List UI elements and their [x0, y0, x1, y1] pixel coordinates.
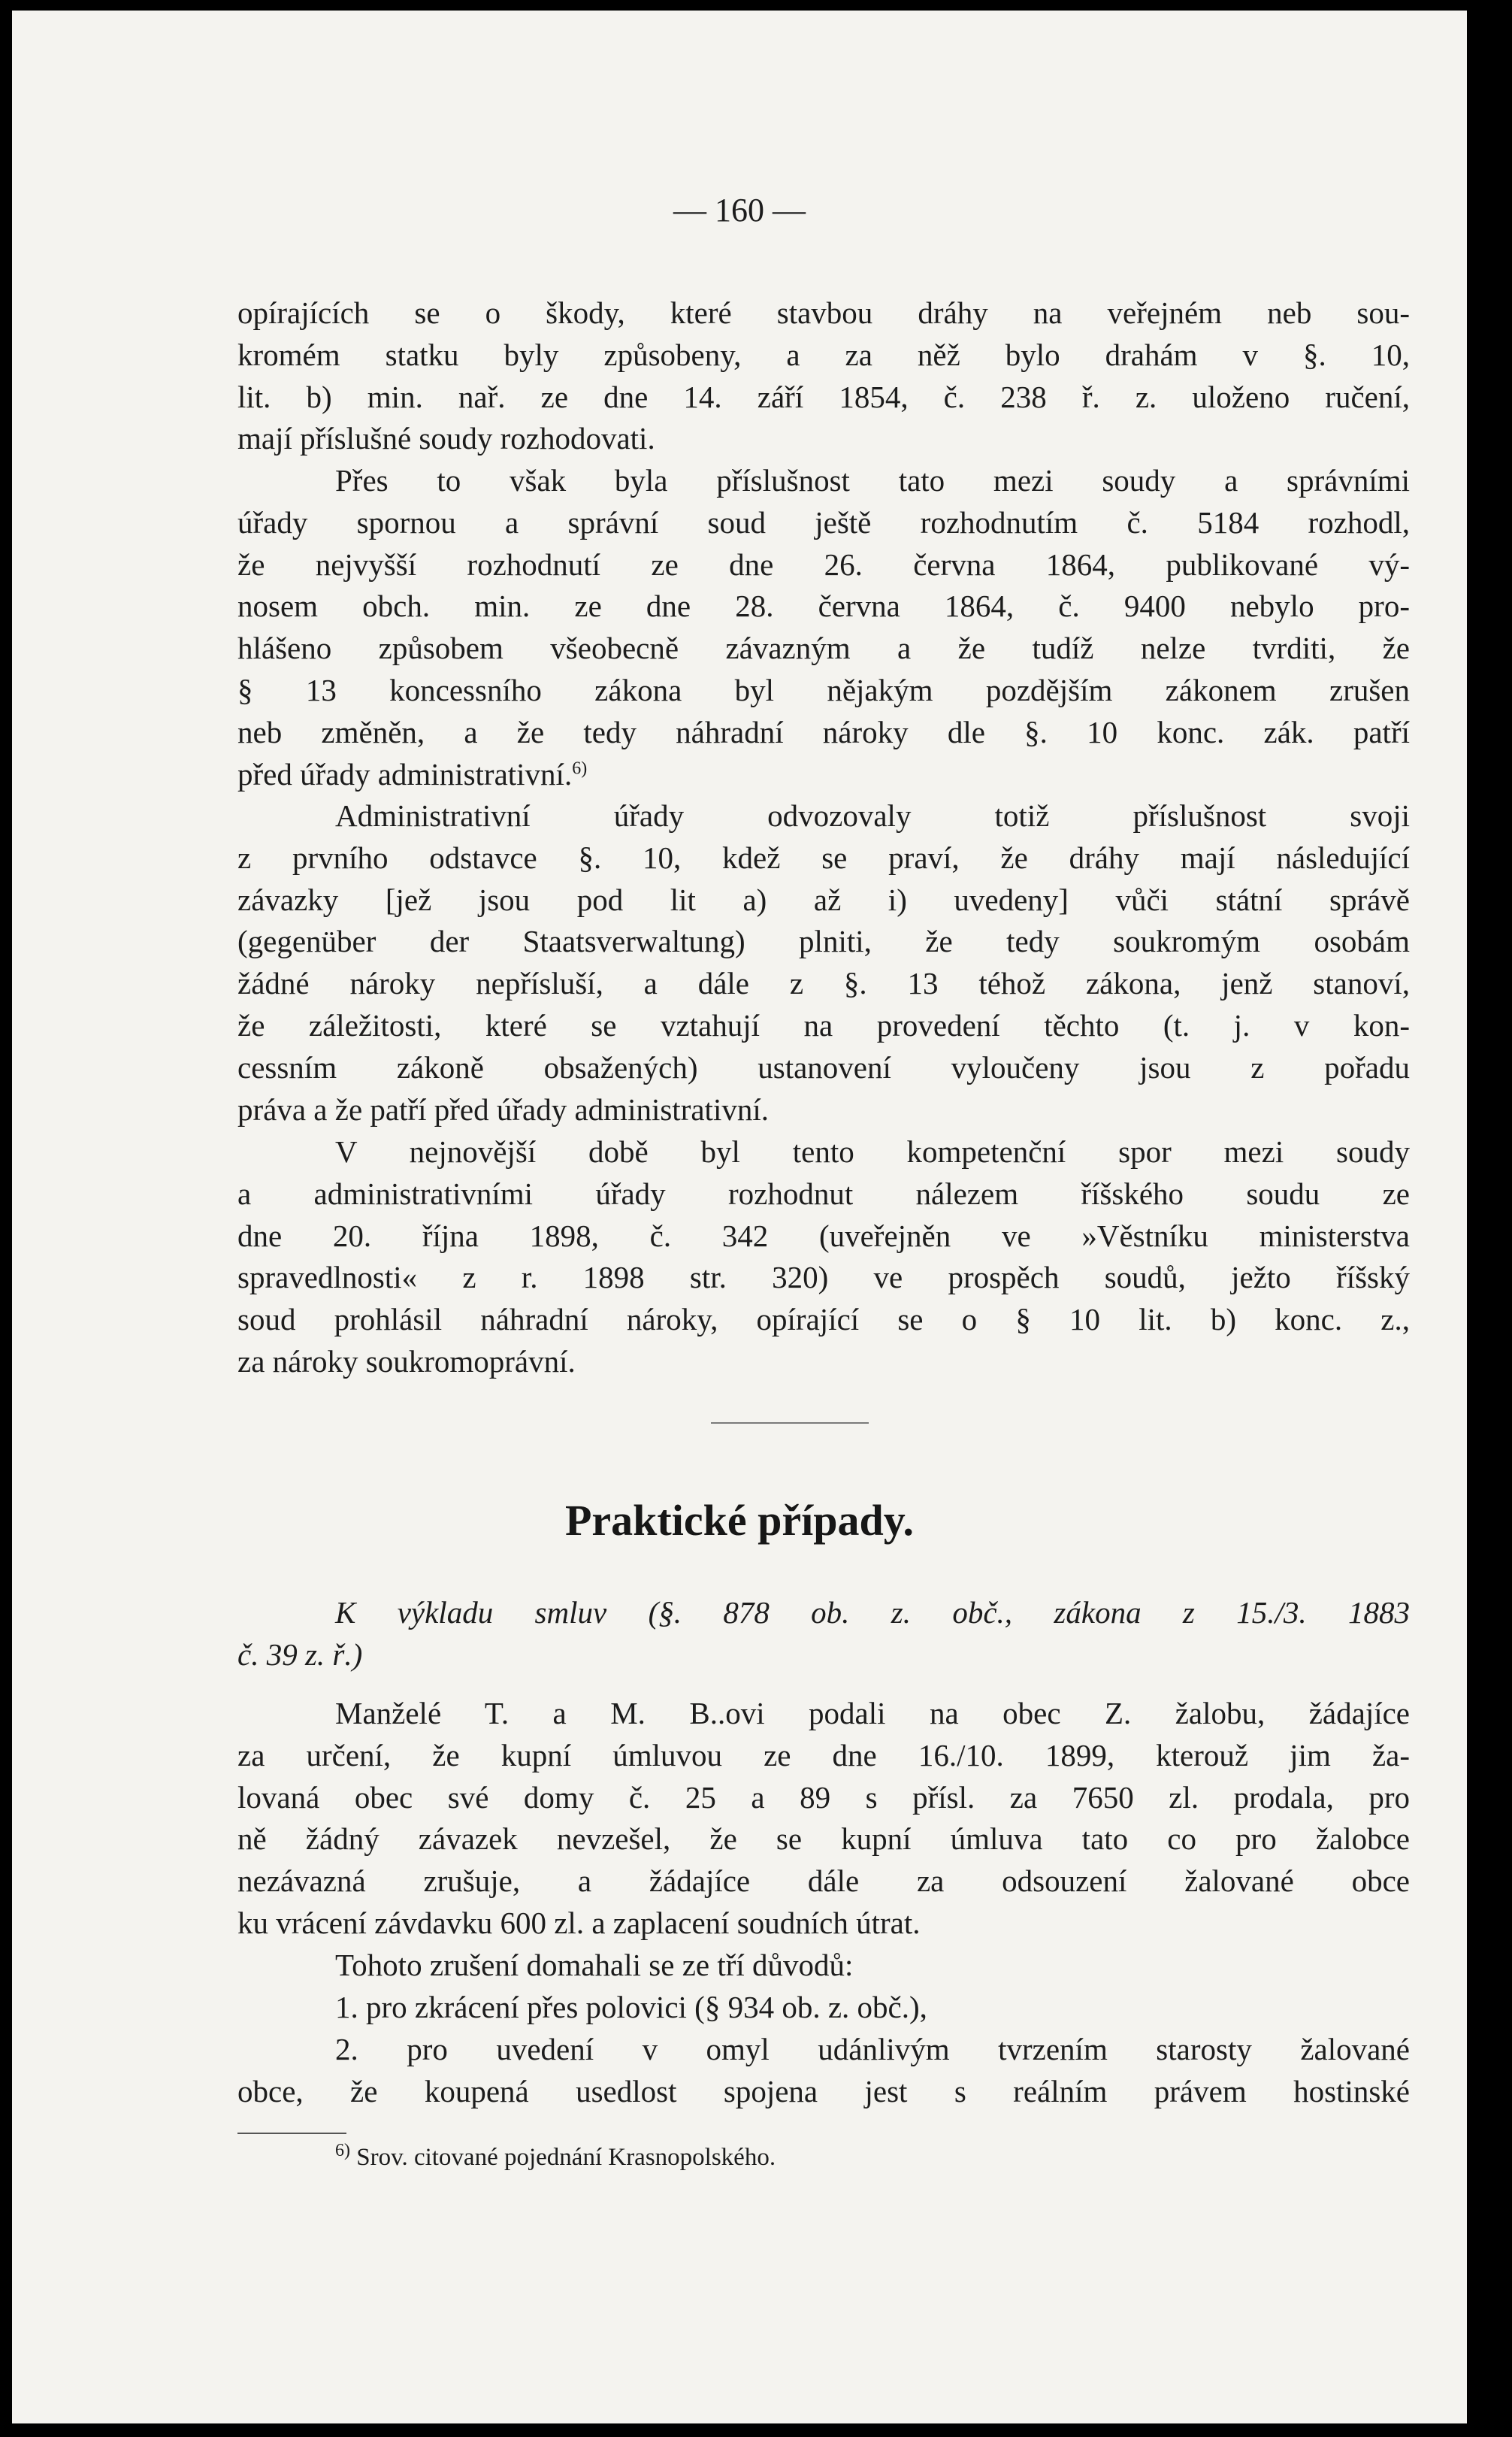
- page: [12, 11, 1467, 2423]
- footnote-rule: [237, 2133, 346, 2134]
- text-line: dne 20. října 1898, č. 342 (uveřejněn ve »Věstníku ministerstva: [237, 1218, 1410, 1253]
- text-line: (gegenüber der Staatsverwaltung) plniti, že tedy soukromým osobám: [237, 924, 1410, 959]
- paragraph-4: [237, 1131, 1410, 1383]
- text-line: za určení, že kupní úmluvou ze dne 16./10. 1899, kterouž jim ža-: [237, 1737, 1410, 1773]
- text-line: spravedlnosti« z r. 1898 str. 320) ve prospěch soudů, ježto říšský: [237, 1260, 1410, 1295]
- footnote: [335, 2141, 776, 2172]
- list-item-2: [237, 2029, 1410, 2113]
- text-line: opírajících se o škody, které stavbou dráhy na veřejném neb sou-: [237, 295, 1410, 330]
- paragraph-6: [237, 1945, 1410, 1987]
- list-item-1: [237, 1987, 1410, 2029]
- text-line: ně žádný závazek nevzešel, že se kupní úmluva tato co pro žalobce: [237, 1821, 1410, 1857]
- text-line: před úřady administrativní.: [237, 756, 573, 792]
- text-line: žádné nároky nepřísluší, a dále z §. 13 téhož zákona, jenž stanoví,: [237, 966, 1410, 1001]
- text-line: lovaná obec své domy č. 25 a 89 s přísl. za 7650 zl. prodala, pro: [237, 1779, 1410, 1815]
- paragraph-2: [237, 460, 1410, 795]
- paragraph-5: [237, 1693, 1410, 1945]
- text-line: obce, že koupená usedlost spojena jest s reálním právem hostinské: [237, 2073, 1410, 2109]
- text-line: nosem obch. min. ze dne 28. června 1864, č. 9400 nebylo pro-: [237, 589, 1410, 624]
- footnote-reference: 6): [572, 758, 588, 778]
- paragraph-3: [237, 795, 1410, 1131]
- text-line: práva a že patří před úřady administrativní.: [237, 1091, 769, 1127]
- text-line: Přes to však byla příslušnost tato mezi soudy a správními: [335, 463, 1410, 498]
- section-divider: [711, 1422, 869, 1424]
- text-line: Tohoto zrušení domahali se ze tří důvodů:: [335, 1948, 854, 1982]
- text-line: neb změněn, a že tedy náhradní nároky dle §. 10 konc. zák. patří: [237, 714, 1410, 749]
- paragraph-1: [237, 292, 1410, 460]
- text-line: že nejvyšší rozhodnutí ze dne 26. června 1864, publikované vý-: [237, 546, 1410, 582]
- text-line-with-footnote: [237, 754, 1410, 796]
- subheading-line: K výkladu smluv (§. 878 ob. z. obč., zákona z 15./3. 1883: [335, 1595, 1410, 1630]
- text-line: lit. b) min. nař. ze dne 14. září 1854, č. 238 ř. z. uloženo ručení,: [237, 379, 1410, 414]
- text-line: soud prohlásil náhradní nároky, opírající se o § 10 lit. b) konc. z.,: [237, 1302, 1410, 1337]
- text-line: z prvního odstavce §. 10, kdež se praví, že dráhy mají následující: [237, 840, 1410, 875]
- text-line: úřady spornou a správní soud ještě rozhodnutím č. 5184 rozhodl,: [237, 504, 1410, 540]
- subheading-line: č. 39 z. ř.): [237, 1636, 363, 1672]
- footnote-mark: 6): [335, 2141, 350, 2160]
- text-line: 2. pro uvedení v omyl udánlivým tvrzením starosty žalované: [335, 2032, 1410, 2066]
- text-line: 1. pro zkrácení přes polovici (§ 934 ob. z. obč.),: [335, 1990, 927, 2024]
- footnote-text: Srov. citované pojednání Krasnopolského.: [356, 2144, 776, 2171]
- text-line: za nároky soukromoprávní.: [237, 1343, 576, 1379]
- text-line: hlášeno způsobem všeobecně závazným a že tudíž nelze tvrditi, že: [237, 631, 1410, 666]
- text-line: cessním zákoně obsažených) ustanovení vyloučeny jsou z pořadu: [237, 1049, 1410, 1085]
- text-line: nezávazná zrušuje, a žádajíce dále za odsouzení žalované obce: [237, 1863, 1410, 1899]
- text-line: a administrativními úřady rozhodnut nálezem říšského soudu ze: [237, 1176, 1410, 1211]
- text-line: závazky [jež jsou pod lit a) až i) uvedeny] vůči státní správě: [237, 882, 1410, 917]
- text-line: Administrativní úřady odvozovaly totiž příslušnost svoji: [335, 798, 1410, 833]
- text-line: Manželé T. a M. B..ovi podali na obec Z. žalobu, žádajíce: [335, 1696, 1410, 1730]
- text-line: že záležitosti, které se vztahují na provedení těchto (t. j. v kon-: [237, 1007, 1410, 1043]
- text-line: § 13 koncessního zákona byl nějakým pozdějším zákonem zrušen: [237, 672, 1410, 707]
- text-line: kromém statku byly způsobeny, a za něž bylo drahám v §. 10,: [237, 337, 1410, 372]
- text-line: mají příslušné soudy rozhodovati.: [237, 421, 655, 456]
- page-number: — 160 —: [673, 192, 806, 229]
- section-heading: Praktické případy.: [564, 1496, 915, 1545]
- text-line: ku vrácení závdavku 600 zl. a zaplacení soudních útrat.: [237, 1905, 921, 1940]
- subheading: [237, 1592, 1410, 1676]
- text-line: V nejnovější době byl tento kompetenční spor mezi soudy: [335, 1134, 1410, 1169]
